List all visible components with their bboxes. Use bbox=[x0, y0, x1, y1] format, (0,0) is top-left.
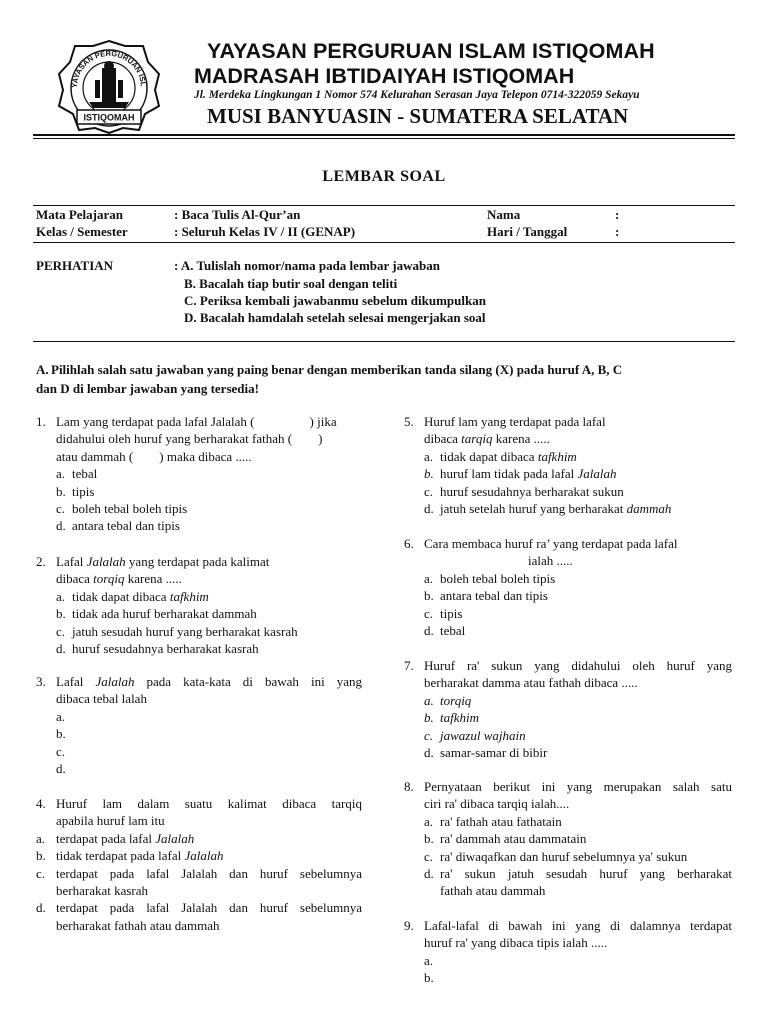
answer-option[interactable]: a. ra' fathah atau fathatain bbox=[424, 813, 562, 829]
info-bottom-rule bbox=[33, 242, 735, 243]
question-text: huruf ra' yang dibaca tipis ialah ..... bbox=[424, 935, 608, 951]
page-title: LEMBAR SOAL bbox=[322, 168, 446, 185]
answer-option[interactable]: b. tipis bbox=[56, 483, 95, 499]
question-text: Lam yang terdapat pada lafal Jalalah ( bbox=[56, 414, 255, 429]
question-text: berharakat damma atau fathah dibaca ..... bbox=[424, 675, 638, 691]
info-top-rule bbox=[33, 205, 735, 206]
answer-option[interactable]: c. jatuh sesudah huruf yang berharakat kasrah bbox=[56, 623, 298, 639]
question-7: 7. Huruf ra' sukun yang didahului oleh huruf yang berharakat damma atau fathah dibaca ..... a. torqiq b. tafkhim c. jawazul wajhain d. samar-samar di bibir bbox=[404, 658, 732, 761]
answer-option[interactable]: d. bbox=[56, 761, 66, 777]
class-value: : Seluruh Kelas IV / II (GENAP) bbox=[174, 224, 356, 239]
answer-option[interactable]: a. boleh tebal boleh tipis bbox=[424, 570, 556, 586]
answer-option[interactable]: b. tidak terdapat pada lafal Jalalah bbox=[36, 848, 224, 864]
section-instructions bbox=[36, 360, 736, 398]
answer-option[interactable]: a. tebal bbox=[56, 466, 98, 482]
class-label: Kelas / Semester bbox=[36, 224, 128, 239]
school-name: MADRASAH IBTIDAIYAH ISTIQOMAH bbox=[194, 64, 575, 88]
school-address: Jl. Merdeka Lingkungan 1 Nomor 574 Kelurahan Serasan Jaya Telepon 0714-322059 Sekayu bbox=[194, 89, 640, 101]
answer-option[interactable]: b. tafkhim bbox=[424, 710, 479, 726]
answer-option[interactable]: b. huruf lam tidak pada lafal Jalalah bbox=[424, 466, 617, 482]
answer-option[interactable]: b. ra' dammah atau dammatain bbox=[424, 831, 587, 847]
answer-option[interactable]: a. torqiq bbox=[424, 692, 472, 708]
question-number: 4. bbox=[36, 796, 46, 811]
question-number: 6. bbox=[404, 536, 414, 551]
question-9: 9. Lafal-lafal di bawah ini yang di dalamnya terdapat huruf ra' yang dibaca tipis ialah ..... a. b. bbox=[404, 918, 732, 986]
answer-option[interactable]: d. jatuh setelah huruf yang berharakat dammah bbox=[424, 501, 672, 517]
answer-option[interactable]: a. bbox=[56, 708, 66, 724]
answer-option[interactable]: c. bbox=[56, 743, 66, 759]
answer-option[interactable]: d. terdapat pada lafal Jalalah dan huruf sebelumnya berharakat fathah atau dammah bbox=[36, 900, 362, 933]
answer-option[interactable]: c. huruf sesudahnya berharakat sukun bbox=[424, 483, 624, 499]
question-text: atau dammah ( bbox=[56, 448, 134, 464]
answer-option[interactable]: c. tipis bbox=[424, 605, 463, 621]
section-label: A. bbox=[36, 362, 49, 377]
question-2: 2. Lafal Jalalah yang terdapat pada kalimat dibaca torqiq karena ..... a. tidak dapat dibaca tafkhim b. tidak ada huruf berharakat dammah c. jatuh sesudah huruf yang berharakat kasrah d. huruf sesudahnya berharakat kasrah bbox=[36, 553, 366, 657]
question-number: 1. bbox=[36, 414, 46, 429]
question-3: 3. Lafal Jalalah pada kata-kata di bawah ini yang dibaca tebal lalah a. b. c. d. bbox=[36, 674, 362, 777]
attention-item: D. Bacalah hamdalah setelah selesai mengerjakan soal bbox=[184, 310, 486, 325]
attention-bottom-rule bbox=[33, 341, 735, 342]
question-8: 8. Pernyataan berikut ini yang merupakan salah satu ciri ra' dibaca tarqiq ialah.... a. ra' fathah atau fathatain b. ra' dammah atau dammatain c. ra' diwaqafkan dan huruf sebelumnya ya' sukun d. ra' sukun jatuh sesudah huruf yang berharakat fathah atau dammah bbox=[404, 779, 732, 899]
attention-item: : A. Tulislah nomor/nama pada lembar jawaban bbox=[174, 258, 440, 273]
question-text: didahului oleh huruf yang berharakat fathah ( bbox=[56, 431, 293, 447]
answer-option[interactable]: d. samar-samar di bibir bbox=[424, 745, 548, 761]
question-number: 5. bbox=[404, 414, 414, 429]
header-divider-thin bbox=[33, 138, 735, 139]
subject-label: Mata Pelajaran bbox=[36, 207, 124, 222]
question-number: 8. bbox=[404, 779, 414, 794]
question-1 bbox=[36, 413, 366, 535]
answer-option[interactable]: b. tidak ada huruf berharakat dammah bbox=[56, 606, 257, 622]
question-text: ) jika bbox=[309, 414, 337, 429]
answer-option[interactable]: c. terdapat pada lafal Jalalah dan huruf sebelumnya berharakat kasrah bbox=[36, 865, 362, 899]
answer-option[interactable]: d. antara tebal dan tipis bbox=[56, 518, 180, 534]
answer-option[interactable]: c. jawazul wajhain bbox=[424, 727, 526, 743]
date-label: Hari / Tanggal bbox=[487, 224, 568, 239]
question-4: 4. Huruf lam dalam suatu kalimat dibaca tarqiq apabila huruf lam itu a. terdapat pada lafal Jalalah b. tidak terdapat pada lafal Jalalah c. terdapat pada lafal Jalalah dan huruf sebelumnya berharakat kasrah d. terdapat pada lafal Jalalah dan huruf sebelumnya berharakat fathah atau dammah bbox=[36, 796, 362, 933]
question-6: 6. Cara membaca huruf ra’ yang terdapat pada lafal ialah ..... a. boleh tebal boleh tipis b. antara tebal dan tipis c. tipis d. tebal bbox=[404, 535, 734, 639]
question-number: 2. bbox=[36, 554, 46, 569]
answer-option[interactable]: b. bbox=[424, 970, 434, 986]
answer-option[interactable]: d. tebal bbox=[424, 623, 466, 639]
question-5: 5. Huruf lam yang terdapat pada lafal dibaca tarqiq karena ..... a. tidak dapat dibaca tafkhim b. huruf lam tidak pada lafal Jalalah c. huruf sesudahnya berharakat sukun d. jatuh setelah huruf yang berharakat dammah bbox=[404, 413, 734, 517]
answer-option[interactable]: b. antara tebal dan tipis bbox=[424, 588, 548, 604]
answer-option[interactable]: a. bbox=[424, 952, 434, 968]
question-text: ) maka dibaca ..... bbox=[159, 448, 252, 464]
logo-banner-text: ISTIQOMAH bbox=[83, 112, 135, 123]
attention-item: B. Bacalah tiap butir soal dengan teliti bbox=[184, 276, 398, 291]
attention-item: C. Periksa kembali jawabanmu sebelum dikumpulkan bbox=[184, 293, 486, 308]
question-text: ) bbox=[318, 431, 323, 447]
logo-ring-text: YAYASAN PERGURUAN ISL bbox=[69, 48, 149, 89]
question-text: ialah ..... bbox=[528, 553, 573, 569]
answer-option[interactable]: b. bbox=[56, 726, 66, 742]
date-field: : bbox=[615, 224, 620, 239]
question-text: ciri ra' dibaca tarqiq ialah.... bbox=[424, 796, 570, 812]
answer-option[interactable]: c. ra' diwaqafkan dan huruf sebelumnya ya' sukun bbox=[424, 848, 688, 864]
answer-option[interactable]: c. boleh tebal boleh tipis bbox=[56, 501, 188, 517]
name-label: Nama bbox=[487, 207, 521, 222]
attention-label: PERHATIAN bbox=[36, 258, 114, 273]
subject-value: : Baca Tulis Al-Qur’an bbox=[174, 207, 301, 222]
question-number: 3. bbox=[36, 674, 46, 689]
question-text: apabila huruf lam itu bbox=[56, 813, 165, 829]
question-number: 9. bbox=[404, 918, 414, 933]
school-region: MUSI BANYUASIN - SUMATERA SELATAN bbox=[207, 104, 629, 128]
answer-option[interactable]: d. huruf sesudahnya berharakat kasrah bbox=[56, 641, 259, 657]
header-divider bbox=[33, 134, 735, 136]
school-logo bbox=[55, 38, 163, 134]
answer-option[interactable]: a. tidak dapat dibaca tafkhim bbox=[424, 448, 577, 464]
instruction-line: dan D di lembar jawaban yang tersedia! bbox=[36, 381, 259, 396]
answer-option[interactable]: d. ra' sukun jatuh sesudah huruf yang berharakat fathah atau dammah bbox=[424, 866, 732, 899]
answer-option[interactable]: a. terdapat pada lafal Jalalah bbox=[36, 830, 195, 846]
instruction-line: Pilihlah salah satu jawaban yang paing benar dengan memberikan tanda silang (X) pada huruf A, B, C bbox=[51, 362, 623, 377]
name-field: : bbox=[615, 207, 620, 222]
question-number: 7. bbox=[404, 658, 414, 673]
question-text: dibaca tebal lalah bbox=[56, 691, 147, 707]
answer-option[interactable]: a. tidak dapat dibaca tafkhim bbox=[56, 588, 209, 604]
foundation-name: YAYASAN PERGURUAN ISLAM ISTIQOMAH bbox=[207, 39, 655, 63]
